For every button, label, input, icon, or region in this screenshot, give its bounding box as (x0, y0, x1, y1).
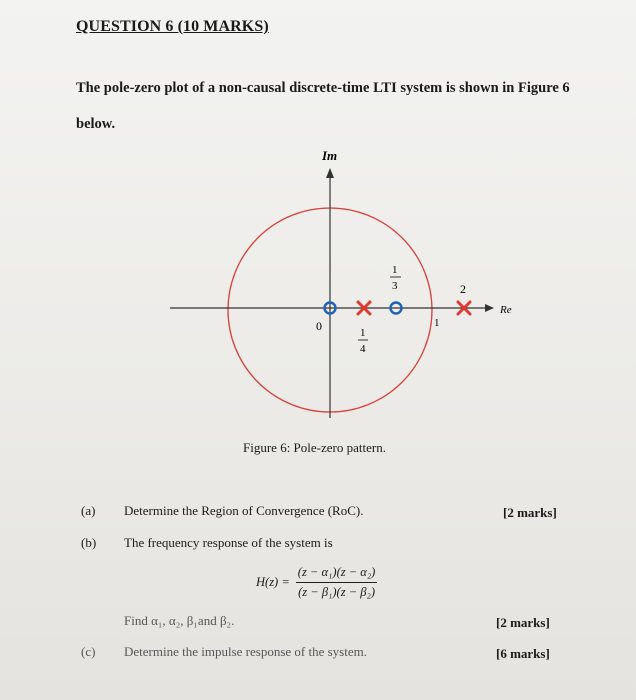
imag-axis-arrow (326, 168, 334, 178)
intro-line-1: The pole-zero plot of a non-causal discrete-time LTI system is shown in Figure 6 (76, 80, 570, 96)
part-b-label: (b) (81, 535, 97, 550)
origin-label: 0 (316, 319, 322, 333)
figure-caption: Figure 6: Pole-zero pattern. (243, 440, 386, 455)
unit-label: 1 (434, 317, 440, 329)
real-axis-arrow (485, 304, 494, 312)
frequency-response-equation (256, 565, 377, 600)
part-c-text: Determine the impulse response of the system. (124, 644, 367, 659)
part-a-label: (a) (81, 503, 96, 518)
equation-lhs: H(z) = (256, 575, 290, 589)
pole-two-label: 2 (460, 282, 466, 296)
part-a-text: Determine the Region of Convergence (RoC). (124, 503, 364, 518)
part-c-marks: [6 marks] (496, 646, 550, 661)
real-axis-label: Re (500, 304, 512, 316)
one-third-denominator: 3 (392, 280, 398, 292)
equation-numerator: (z − α₁)(z − α₂) (296, 565, 378, 583)
one-quarter-denominator: 4 (360, 343, 366, 355)
part-c-label: (c) (81, 644, 96, 659)
one-third-numerator: 1 (392, 264, 398, 276)
imag-axis-label: Im (322, 148, 338, 163)
one-quarter-numerator: 1 (360, 327, 366, 339)
intro-line-2: below. (76, 116, 116, 132)
question-intro (76, 70, 576, 142)
part-b-text: The frequency response of the system is (124, 535, 333, 550)
part-b-find-text: Find α₁, α₂, β₁and β₂. (124, 613, 235, 628)
part-a-marks: [2 marks] (503, 505, 557, 520)
equation-denominator: (z − β₁)(z − β₂) (298, 585, 376, 599)
part-b-marks: [2 marks] (496, 615, 550, 630)
equation-fraction (296, 565, 378, 600)
pole-zero-plot (160, 140, 540, 440)
question-heading: QUESTION 6 (10 MARKS) (76, 18, 269, 35)
